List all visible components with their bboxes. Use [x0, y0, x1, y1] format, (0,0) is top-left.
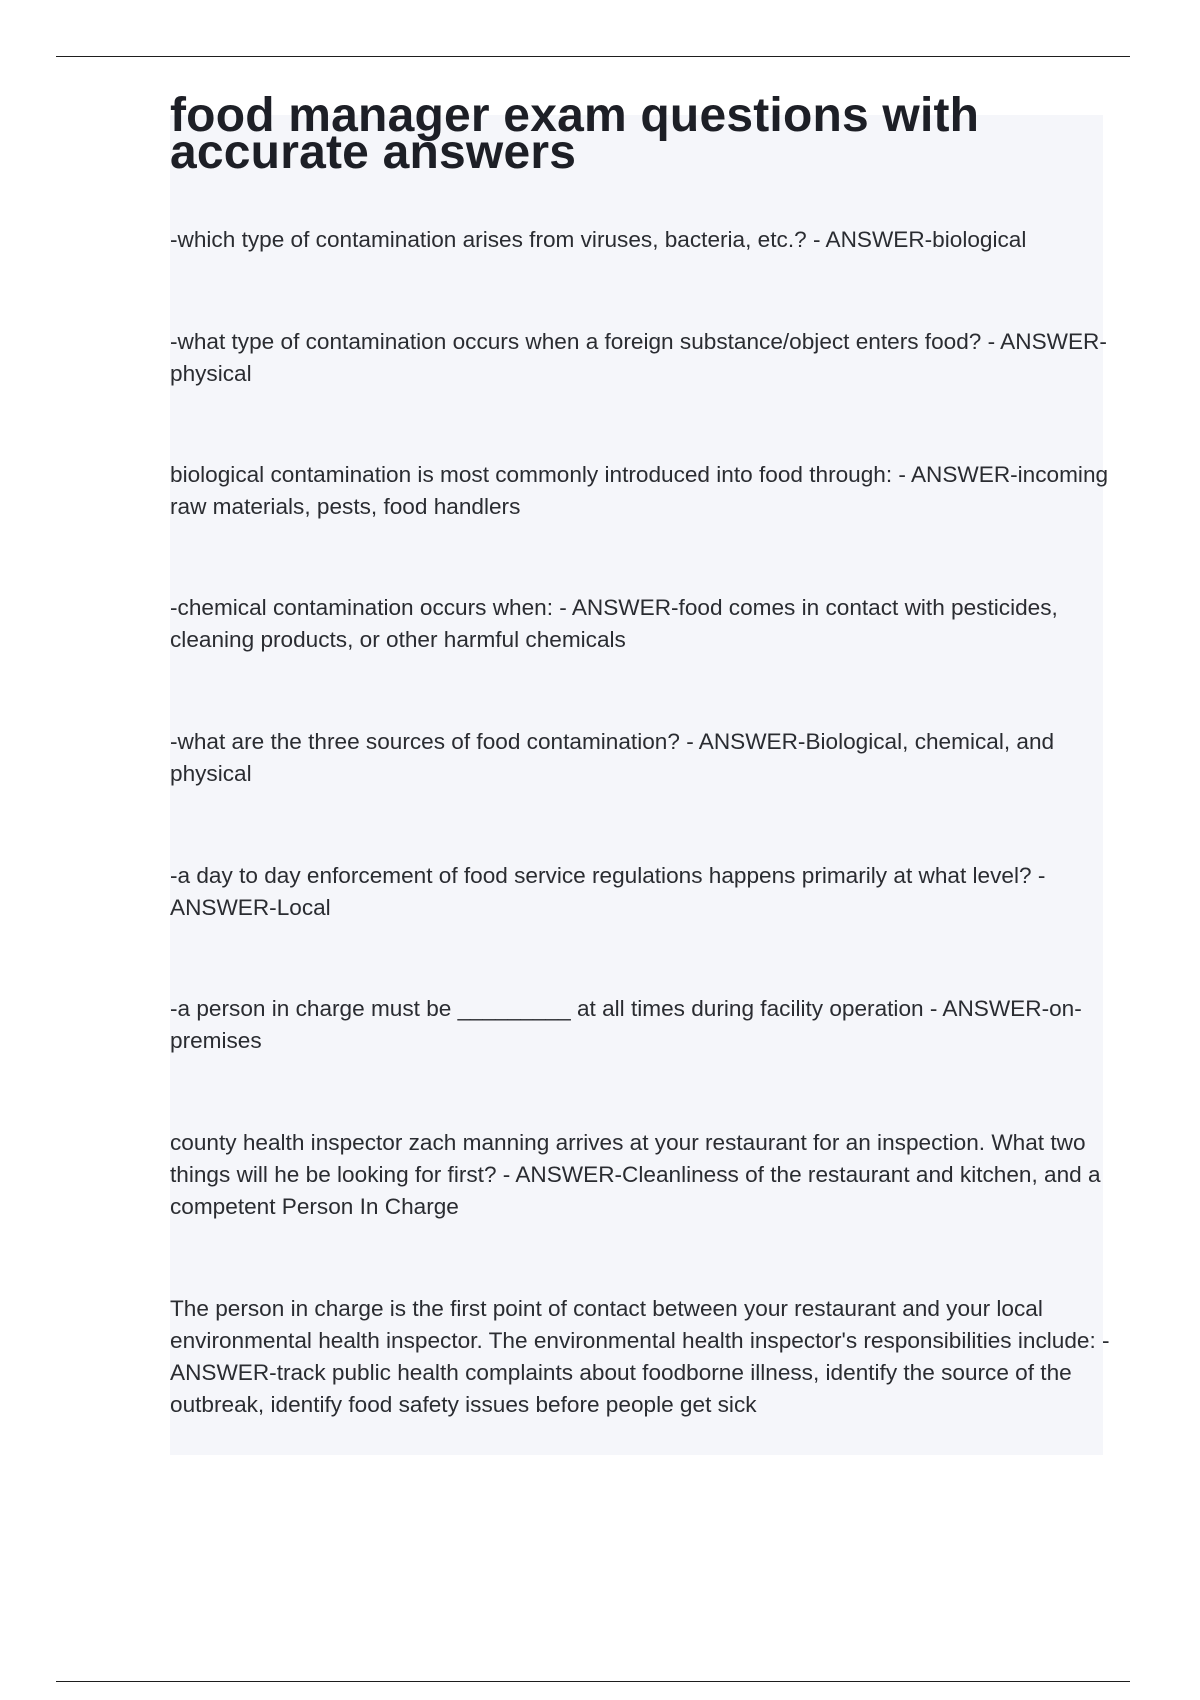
qa-entry: -which type of contamination arises from viruses, bacteria, etc.? - ANSWER-biological: [170, 227, 1027, 252]
qa-entry: The person in charge is the first point of contact between your restaurant and your local environmental health inspector. The environmental health inspector's responsibilities include: - ANSWER-track public health complaints about foodborne illness, identify the source of the outbreak, identify food safety issues before people get sick: [170, 1296, 1110, 1417]
qa-entry: -a person in charge must be _________ at all times during facility operation - ANSWER-on-premises: [170, 996, 1082, 1053]
qa-entry: -what type of contamination occurs when a foreign substance/object enters food? - ANSWER-physical: [170, 329, 1107, 386]
qa-entry: -what are the three sources of food contamination? - ANSWER-Biological, chemical, and physical: [170, 729, 1055, 786]
header-rule: [56, 56, 1130, 57]
qa-entry: county health inspector zach manning arrives at your restaurant for an inspection. What two things will he be looking for first? - ANSWER-Cleanliness of the restaurant and kitchen, and a competent Person In Charge: [170, 1130, 1101, 1219]
qa-entry: -a day to day enforcement of food service regulations happens primarily at what level? - ANSWER-Local: [170, 863, 1046, 920]
footer-rule: [56, 1681, 1130, 1682]
qa-entry: -chemical contamination occurs when: - ANSWER-food comes in contact with pesticides, cleaning products, or other harmful chemicals: [170, 595, 1058, 652]
qa-entry: biological contamination is most commonly introduced into food through: - ANSWER-incoming raw materials, pests, food handlers: [170, 462, 1109, 519]
document-title: food manager exam questions with accurate answers: [170, 89, 980, 179]
